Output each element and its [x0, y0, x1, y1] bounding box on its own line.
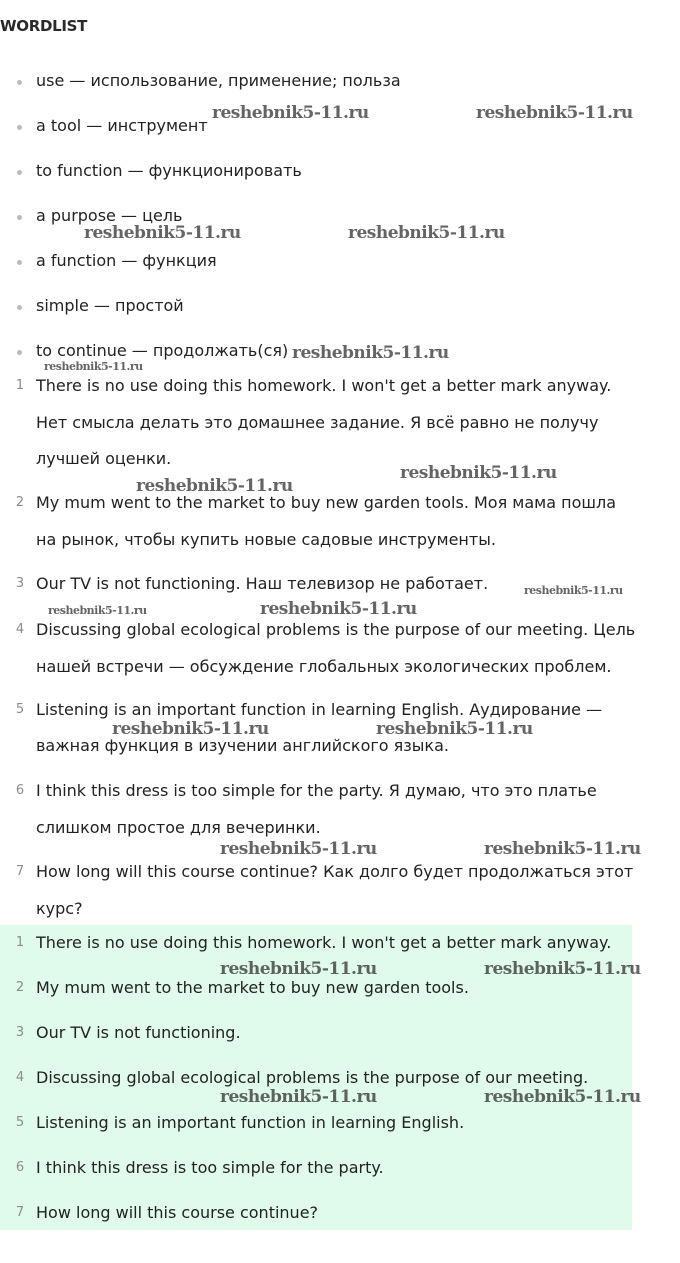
wordlist-heading: WORDLIST	[0, 17, 88, 35]
item-number: 3	[15, 1025, 25, 1040]
item-text: There is no use doing this homework. I won't get a better mark anyway.	[36, 933, 612, 952]
watermark: reshebnik5-11.ru	[220, 1087, 377, 1107]
item-text: I think this dress is too simple for the party. Я думаю, что это платье слишком простое для вечеринки.	[36, 781, 597, 837]
list-item	[0, 1195, 640, 1232]
item-number: 6	[15, 1160, 25, 1175]
item-text: Our TV is not functioning. Наш телевизор не работает.	[36, 574, 489, 593]
item-number: 4	[15, 1070, 25, 1085]
wordlist-item: use — использование, применение; польза	[0, 69, 401, 114]
item-number: 7	[15, 1205, 25, 1220]
item-text: How long will this course continue? Как долго будет продолжаться этот курс?	[36, 862, 634, 918]
item-number: 1	[15, 935, 25, 950]
item-text: Our TV is not functioning.	[36, 1023, 241, 1042]
watermark: reshebnik5-11.ru	[84, 223, 241, 243]
watermark: reshebnik5-11.ru	[476, 103, 633, 123]
watermark: reshebnik5-11.ru	[112, 719, 269, 739]
watermark: reshebnik5-11.ru	[376, 719, 533, 739]
item-number: 1	[15, 378, 25, 393]
item-text: My mum went to the market to buy new garden tools. Моя мама пошла на рынок, чтобы купить новые садовые инструменты.	[36, 493, 617, 549]
watermark: reshebnik5-11.ru	[260, 599, 417, 619]
watermark: reshebnik5-11.ru	[292, 343, 449, 363]
item-text: Listening is an important function in learning English.	[36, 1113, 465, 1132]
wordlist	[0, 69, 401, 384]
wordlist-item: to continue — продолжать(ся)	[0, 339, 401, 384]
wordlist-item: to function — функционировать	[0, 159, 401, 204]
watermark: reshebnik5-11.ru	[484, 1087, 641, 1107]
item-number: 6	[15, 783, 25, 798]
list-item	[0, 368, 640, 478]
item-number: 7	[15, 864, 25, 879]
list-item	[0, 1060, 640, 1097]
list-item	[0, 1150, 640, 1187]
watermark: reshebnik5-11.ru	[220, 839, 377, 859]
list-item	[0, 1105, 640, 1142]
list-item	[0, 485, 640, 558]
list-item	[0, 1015, 640, 1052]
item-number: 3	[15, 576, 25, 591]
list-item	[0, 925, 640, 962]
watermark: reshebnik5-11.ru	[484, 839, 641, 859]
item-text: How long will this course continue?	[36, 1203, 319, 1222]
watermark: reshebnik5-11.ru	[136, 476, 293, 496]
wordlist-item: simple — простой	[0, 294, 401, 339]
item-text: Listening is an important function in learning English. Аудирование — важная функция в изучении английского языка.	[36, 700, 603, 755]
watermark: reshebnik5-11.ru	[44, 360, 143, 373]
list-item	[0, 566, 640, 603]
list-item	[0, 692, 640, 764]
list-item	[0, 970, 640, 1007]
wordlist-item: a tool — инструмент	[0, 114, 401, 159]
wordlist-item: a function — функция	[0, 249, 401, 294]
item-number: 2	[15, 495, 25, 510]
item-text: Discussing global ecological problems is the purpose of our meeting. Цель нашей встречи — обсуждение глобальных экологических проблем.	[36, 620, 636, 676]
wordlist-item: a purpose — цель	[0, 204, 401, 249]
watermark: reshebnik5-11.ru	[400, 463, 557, 483]
watermark: reshebnik5-11.ru	[484, 959, 641, 979]
item-number: 4	[15, 622, 25, 637]
item-number: 5	[15, 702, 25, 717]
item-number: 5	[15, 1115, 25, 1130]
list-item	[0, 612, 640, 685]
list-item	[0, 773, 640, 846]
item-text: Discussing global ecological problems is the purpose of our meeting.	[36, 1068, 589, 1087]
watermark: reshebnik5-11.ru	[220, 959, 377, 979]
item-text: I think this dress is too simple for the party.	[36, 1158, 384, 1177]
item-text: There is no use doing this homework. I won't get a better mark anyway. Нет смысла делать это домашнее задание. Я всё равно не получу лучшей оценки.	[36, 376, 612, 468]
item-number: 2	[15, 980, 25, 995]
watermark: reshebnik5-11.ru	[524, 584, 623, 597]
item-text: My mum went to the market to buy new garden tools.	[36, 978, 469, 997]
watermark: reshebnik5-11.ru	[348, 223, 505, 243]
watermark: reshebnik5-11.ru	[212, 103, 369, 123]
watermark: reshebnik5-11.ru	[48, 604, 147, 617]
list-item	[0, 854, 640, 927]
